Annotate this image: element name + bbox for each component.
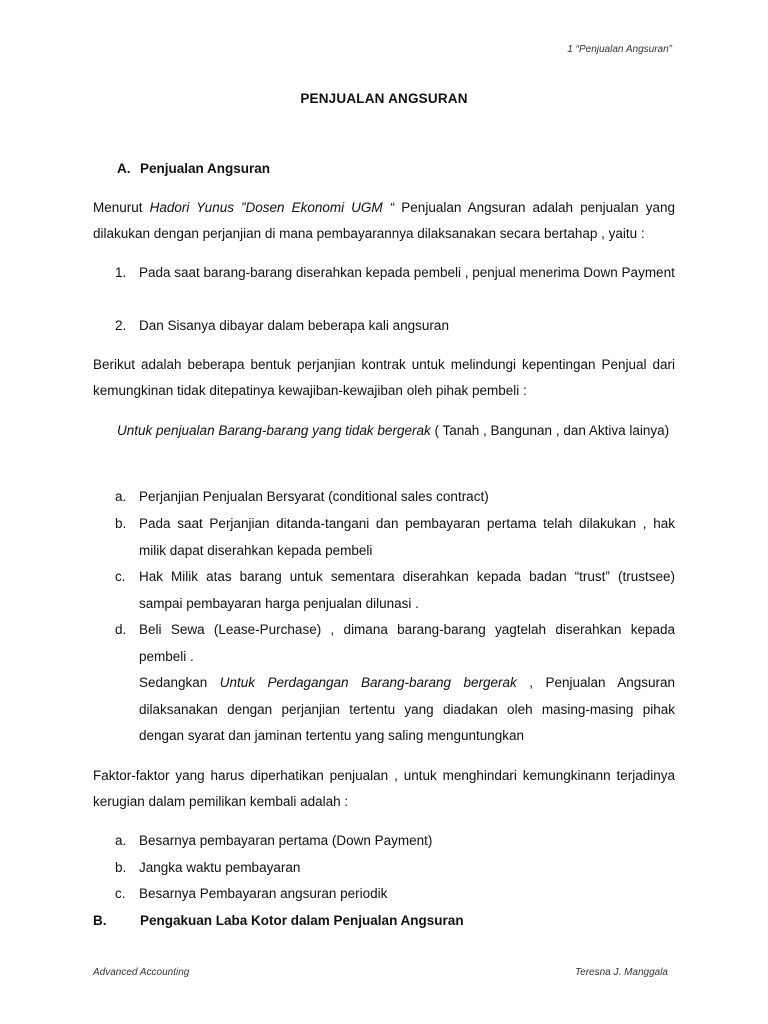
list-item [115, 855, 675, 882]
section-b-title: Pengakuan Laba Kotor dalam Penjualan Angsuran [140, 913, 464, 928]
list-text: Pada saat Perjanjian ditanda-tangani dan pembayaran pertama telah dilakukan , hak milik dapat diserahkan kepada pembeli [139, 516, 675, 558]
list-text: Beli Sewa (Lease-Purchase) , dimana barang-barang yagtelah diserahkan kepada pembeli . [139, 622, 675, 664]
immovable-italic: Untuk penjualan Barang-barang yang tidak bergerak [117, 423, 431, 438]
list-item [115, 617, 675, 670]
list-marker: b. [115, 516, 127, 531]
movable-rest: , Penjualan Angsuran dilaksanakan dengan perjanjian tertentu yang diadakan oleh masing-masing pihak dengan syarat dan jaminan tertentu yang saling menguntungkan [139, 675, 676, 743]
list-marker: c. [115, 569, 126, 584]
page-title: PENJUALAN ANGSURAN [300, 91, 468, 106]
list-item [115, 511, 675, 564]
list-text: Jangka waktu pembayaran [139, 860, 301, 875]
intro-paragraph [93, 195, 675, 247]
immovable-rest: ( Tanah , Bangunan , dan Aktiva lainya) [430, 423, 670, 438]
movable-goods-paragraph [115, 670, 675, 750]
list-item [115, 260, 675, 287]
movable-italic: Untuk Perdagangan Barang-barang bergerak [219, 675, 517, 690]
list-marker: d. [115, 622, 127, 637]
list-marker: c. [115, 886, 126, 901]
immovable-goods-paragraph [117, 418, 675, 444]
list-text: Besarnya Pembayaran angsuran periodik [139, 886, 388, 901]
list-text: Hak Milik atas barang untuk sementara diserahkan kepada badan “trust” (trustsee) sampai pembayaran harga penjualan dilunasi . [139, 569, 675, 611]
list-marker: b. [115, 860, 127, 875]
intro-rest: Penjualan Angsuran adalah penjualan yang dilakukan dengan perjanjian di mana pembayarannya dilaksanakan secara bertahap , yaitu : [93, 200, 675, 241]
contract-intro-paragraph: Berikut adalah beberapa bentuk perjanjian kontrak untuk melindungi kepentingan Penjual dari kemungkinan tidak ditepatinya kewajiban-kewajiban oleh pihak pembeli : [93, 357, 675, 398]
section-a-title: Penjualan Angsuran [140, 161, 271, 176]
list-item [115, 564, 675, 617]
list-marker: a. [115, 489, 127, 504]
running-header: 1 “Penjualan Angsuran” [567, 44, 672, 55]
footer-right: Teresna J. Manggala [574, 967, 668, 978]
list-text: Pada saat barang-barang diserahkan kepada pembeli , penjual menerima Down Payment [139, 265, 675, 280]
list-item [115, 828, 675, 855]
list-item [115, 313, 675, 340]
list-marker: 2. [115, 318, 127, 333]
intro-prefix: Menurut [93, 200, 150, 215]
intro-source: Hadori Yunus ”Dosen Ekonomi UGM “ [149, 200, 395, 215]
list-text: Perjanjian Penjualan Bersyarat (conditional sales contract) [139, 489, 489, 504]
list-item [115, 484, 675, 511]
list-text: Besarnya pembayaran pertama (Down Payment) [139, 833, 433, 848]
list-marker: 1. [115, 265, 127, 280]
movable-prefix: Sedangkan [139, 675, 220, 690]
section-b-marker: B. [93, 913, 107, 928]
list-text: Dan Sisanya dibayar dalam beberapa kali angsuran [139, 318, 449, 333]
list-marker: a. [115, 833, 127, 848]
footer-left: Advanced Accounting [93, 967, 190, 978]
factors-intro-paragraph: Faktor-faktor yang harus diperhatikan penjualan , untuk menghindari kemungkinann terjadinya kerugian dalam pemilikan kembali adalah : [93, 768, 675, 809]
list-item [115, 881, 675, 908]
section-a-marker: A. [117, 161, 131, 176]
